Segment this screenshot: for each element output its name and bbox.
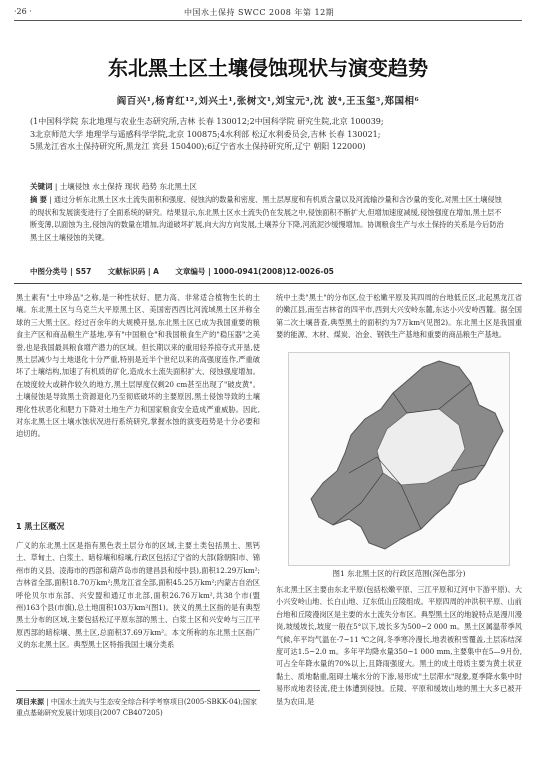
affiliations	[30, 116, 510, 154]
clc-number: 中图分类号 | S57	[30, 267, 92, 276]
right-column-top: 统中土类"黑土"的分布区,位于松嫩平原及其四周的台地低丘区,北起黑龙江省的嫩江县,南至吉林省的四平市,西到大兴安岭东麓,东达小兴安岭西麓。据全国第二次土壤普查,典型黑土的面积约为7万km²(见图2)。东北黑土区是我国重要的能源、木材、煤炭、冶金、钢铁生产基地和重要的商品粮生产基地。	[276, 293, 522, 340]
divider	[14, 283, 522, 284]
affiliation-line: (1中国科学院 东北地理与农业生态研究所,吉林 长春 130012;2中国科学院 研究生院,北京 100039;	[30, 117, 384, 126]
journal-line: 中国水土保持 SWCC 2008 年第 12期	[184, 8, 335, 17]
keywords-label: 关键词	[30, 182, 53, 191]
article-number: 文章编号 | 1000-0941(2008)12-0026-05	[175, 267, 334, 276]
right-column-bottom: 东北黑土区主要由东北平原(包括松嫩平原、三江平原和辽河中下游平原)、大小兴安岭山地、长白山地、辽东低山丘陵组成。平原四周的冲洪积平原、山前台地和丘陵漫岗区是主要的水土流失分布区。典型黑土区的地貌特点是漫川漫岗,坡缓坡长,坡度一般在5°以下,坡长多为500~2 000 m。黑土区属温带季风气候,年平均气温在-7~11 ℃之间,冬季寒冷漫长,地表被积雪覆盖,土层冻结深度可达1.5~2.0 m。多年平均降水量350~1 000 mm,主要集中在5—9月份,可占全年降水量的70%以上,且降雨强度大。黑土的成土母质主要为黄土状亚黏土、质地黏重,阻碍土壤水分的下渗,易形成"土层滞水"现象,夏季降水集中时易形成地表径流,使土体遭到侵蚀。丘陵、平原和缓坡山地的黑土大多已被开垦为农田,是	[276, 585, 522, 706]
footnote: 项目来源 | 中国水土流失与生态安全综合科学考察项目(2005-SBKK-04);国家重点基础研究发展计划项目(2007 CB407205)	[16, 690, 260, 719]
keywords-text: 土壤侵蚀 水土保持 现状 趋势 东北黑土区	[59, 182, 197, 191]
running-header	[14, 4, 522, 21]
article-title: 东北黑土区土壤侵蚀现状与演变趋势	[108, 56, 428, 80]
intro-paragraph: 黑土素有"土中珍品"之称,是一种性状好、肥力高、非常适合植物生长的土壤。东北黑土区与乌克兰大平原黑土区、美国密西西比河流域黑土区并称全球的三大黑土区。经过百余年的大规模开垦,东北黑土区已成为我国重要的粮食主产区和商品粮生产基地,享有"中国粮仓"和我国粮食生产的"稳压器"之美誉,也是我国最具粮食增产潜力的区域。但长期以来的重用轻养掠夺式开垦,使黑土层减少与土地退化十分严重,特别是近半个世纪以来的高强度连作,严重破坏了土壤结构,加速了有机质的矿化,造成水土流失面积扩大、侵蚀强度增加。在坡度较大或耕作较久的地方,黑土层厚度仅剩20 cm甚至出现了"破皮黄"。土壤侵蚀是导致黑土资源退化乃至彻底破坏的主要原因,黑土侵蚀导致的土壤理化性状恶化和肥力下降对土地生产力和国家粮食安全造成严重威胁。因此,对东北黑土区土壤水蚀状况进行系统研究,掌握水蚀的演变趋势是十分必要和迫切的。	[16, 293, 260, 439]
figure-map	[288, 352, 510, 566]
section-heading: 1 黑土区概况	[16, 522, 65, 531]
classification-line	[30, 266, 510, 277]
affiliation-line: 3北京师范大学 地理学与遥感科学学院,北京 100875;4水利部 松辽水利委员会,吉林 长春 130021;	[30, 129, 381, 139]
affiliation-line: 5黑龙江省水土保持研究所,黑龙江 宾县 150400);6辽宁省水土保持研究所,辽宁 朝阳 122000)	[30, 142, 366, 151]
page-number: ·26 ·	[14, 7, 32, 16]
keywords: 关键词 | 土壤侵蚀 水土保持 现状 趋势 东北黑土区	[30, 182, 197, 191]
section1-paragraph: 广义的东北黑土区是指有黑色表土层分布的区域,主要土类包括黑土、黑钙土、草甸土、白浆土、暗棕壤和棕壤,行政区包括辽宁省的大部(除朝阳市、锦州市的义县、凌海市的西部和葫芦岛市的建昌县和绥中县),面积12.29万km²;吉林省全部,面积18.70万km²;黑龙江省全部,面积45.25万km²;内蒙古自治区呼伦贝尔市东部、兴安盟和通辽市北部,面积26.76万km²,共38个市(盟州)163个县(市旗),总土地面积103万km²(图1)。狭义的黑土区指的是有典型黑土分布的区域,主要包括松辽平原东部的黑土、白浆土区和兴安岭与三江平原西部的暗棕壤、黑土区,总面积37.69万km²。本文所称的东北黑土区指广义的东北黑土区。典型黑土区特指我国土壤分类系	[16, 541, 260, 650]
author-list: 阎百兴¹,杨育红¹²,刘兴土¹,张树文¹,刘宝元³,沈 波⁴,王玉玺⁵,郑国相⁶	[116, 96, 420, 107]
figure-caption: 图1 东北黑土区的行政区范围(深色部分)	[332, 569, 466, 578]
abstract: 摘 要 | 通过分析东北黑土区水土流失面积和强度、侵蚀沟的数量和密度、黑土层厚度和有机质含量以及河流输沙量和含沙量的变化,对黑土区土壤侵蚀的现状和发展演变进行了全面系统的研究。结果显示,东北黑土区水土流失仍在发展之中,侵蚀面积不断扩大,但增加速度减缓,侵蚀强度在增加,黑土层不断变薄,以面蚀为主,侵蚀沟的数量在增加,沟道破坏扩展,向大沟方向发展,土壤养分下降,河流泥沙缓慢增加。协调粮食生产与水土保持的关系是今后防治黑土区土壤侵蚀的关键。	[30, 195, 504, 242]
abstract-label: 摘 要	[30, 195, 47, 204]
footnote-label: 项目来源	[16, 698, 44, 706]
footnote-text: 中国水土流失与生态安全综合科学考察项目(2005-SBKK-04);国家重点基础研究发展计划项目(2007 CB407205)	[16, 698, 257, 717]
abstract-text: 通过分析东北黑土区水土流失面积和强度、侵蚀沟的数量和密度、黑土层厚度和有机质含量以及河流输沙量和含沙量的变化,对黑土区土壤侵蚀的现状和发展演变进行了全面系统的研究。结果显示,东北黑土区水土流失仍在发展之中,侵蚀面积不断扩大,但增加速度减缓,侵蚀强度在增加,黑土层不断变薄,以面蚀为主,侵蚀沟的数量在增加,沟道破坏扩展,向大沟方向发展,土壤养分下降,河流泥沙缓慢增加。协调粮食生产与水土保持的关系是今后防治黑土区土壤侵蚀的关键。	[30, 195, 504, 242]
document-code: 文献标识码 | A	[107, 267, 159, 276]
northeast-china-map	[289, 353, 509, 565]
